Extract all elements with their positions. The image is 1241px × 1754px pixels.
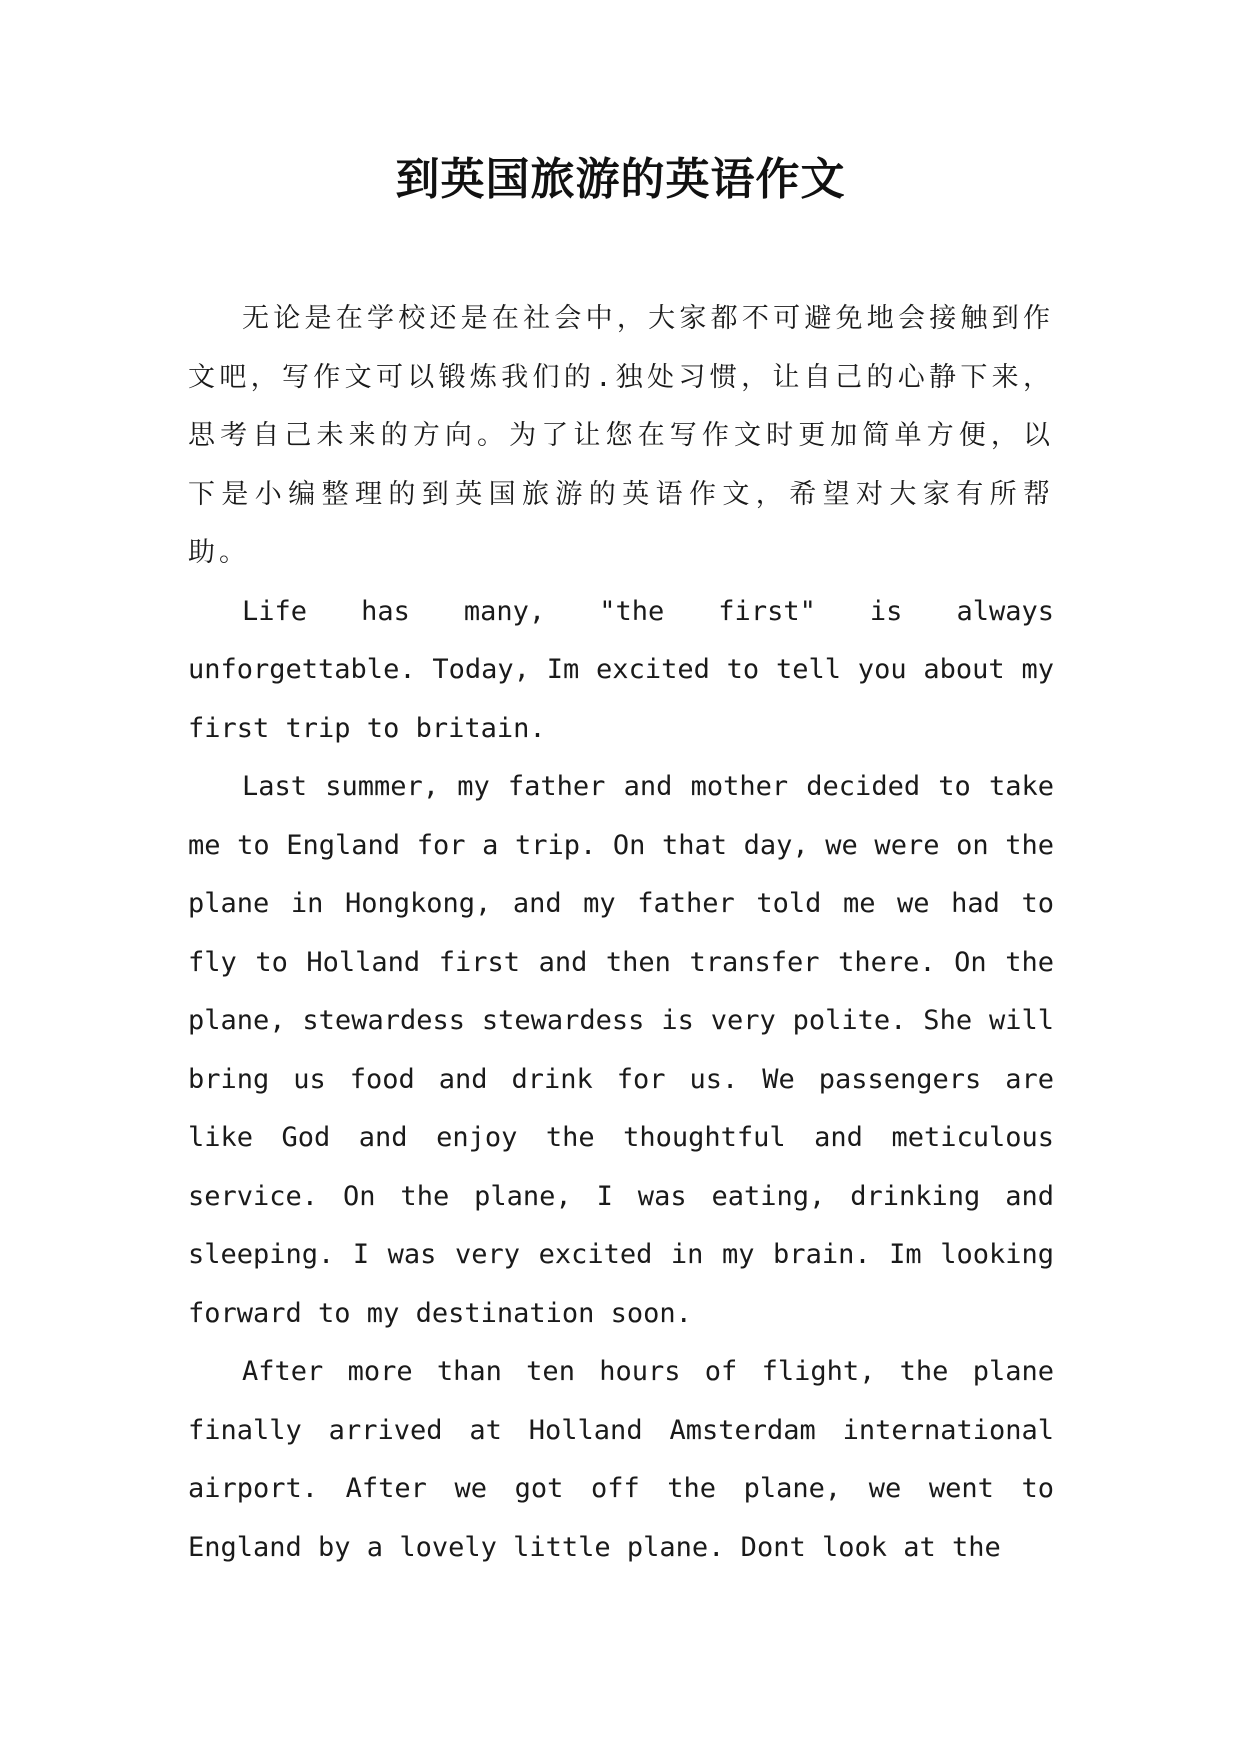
paragraph-intro: 无论是在学校还是在社会中，大家都不可避免地会接触到作文吧，写作文可以锻炼我们的.独处习惯，让自己的心静下来，思考自己未来的方向。为了让您在写作文时更加简单方便，以下是小编整理的到英国旅游的英语作文，希望对大家有所帮助。 — [188, 303, 1054, 568]
document-body — [188, 290, 1054, 1577]
paragraph-last-summer: Last summer, my father and mother decided to take me to England for a trip. On that day, we were on the plane in Hongkong, and my father told me we had to fly to Holland first and then transfer there. On the plane, stewardess stewardess is very polite. She will bring us food and drink for us. We passengers are like God and enjoy the thoughtful and meticulous service. On the plane, I was eating, drinking and sleeping. I was very excited in my brain. Im looking forward to my destination soon. — [188, 771, 1054, 1329]
paragraph-after-flight: After more than ten hours of flight, the plane finally arrived at Holland Amsterdam international airport. After we got off the plane, we went to England by a lovely little plane. Dont look at the — [188, 1356, 1054, 1563]
page-title: 到英国旅游的英语作文 — [395, 154, 846, 205]
paragraph-first-trip: Life has many, "the first" is always unforgettable. Today, Im excited to tell you about my first trip to britain. — [188, 595, 1054, 744]
